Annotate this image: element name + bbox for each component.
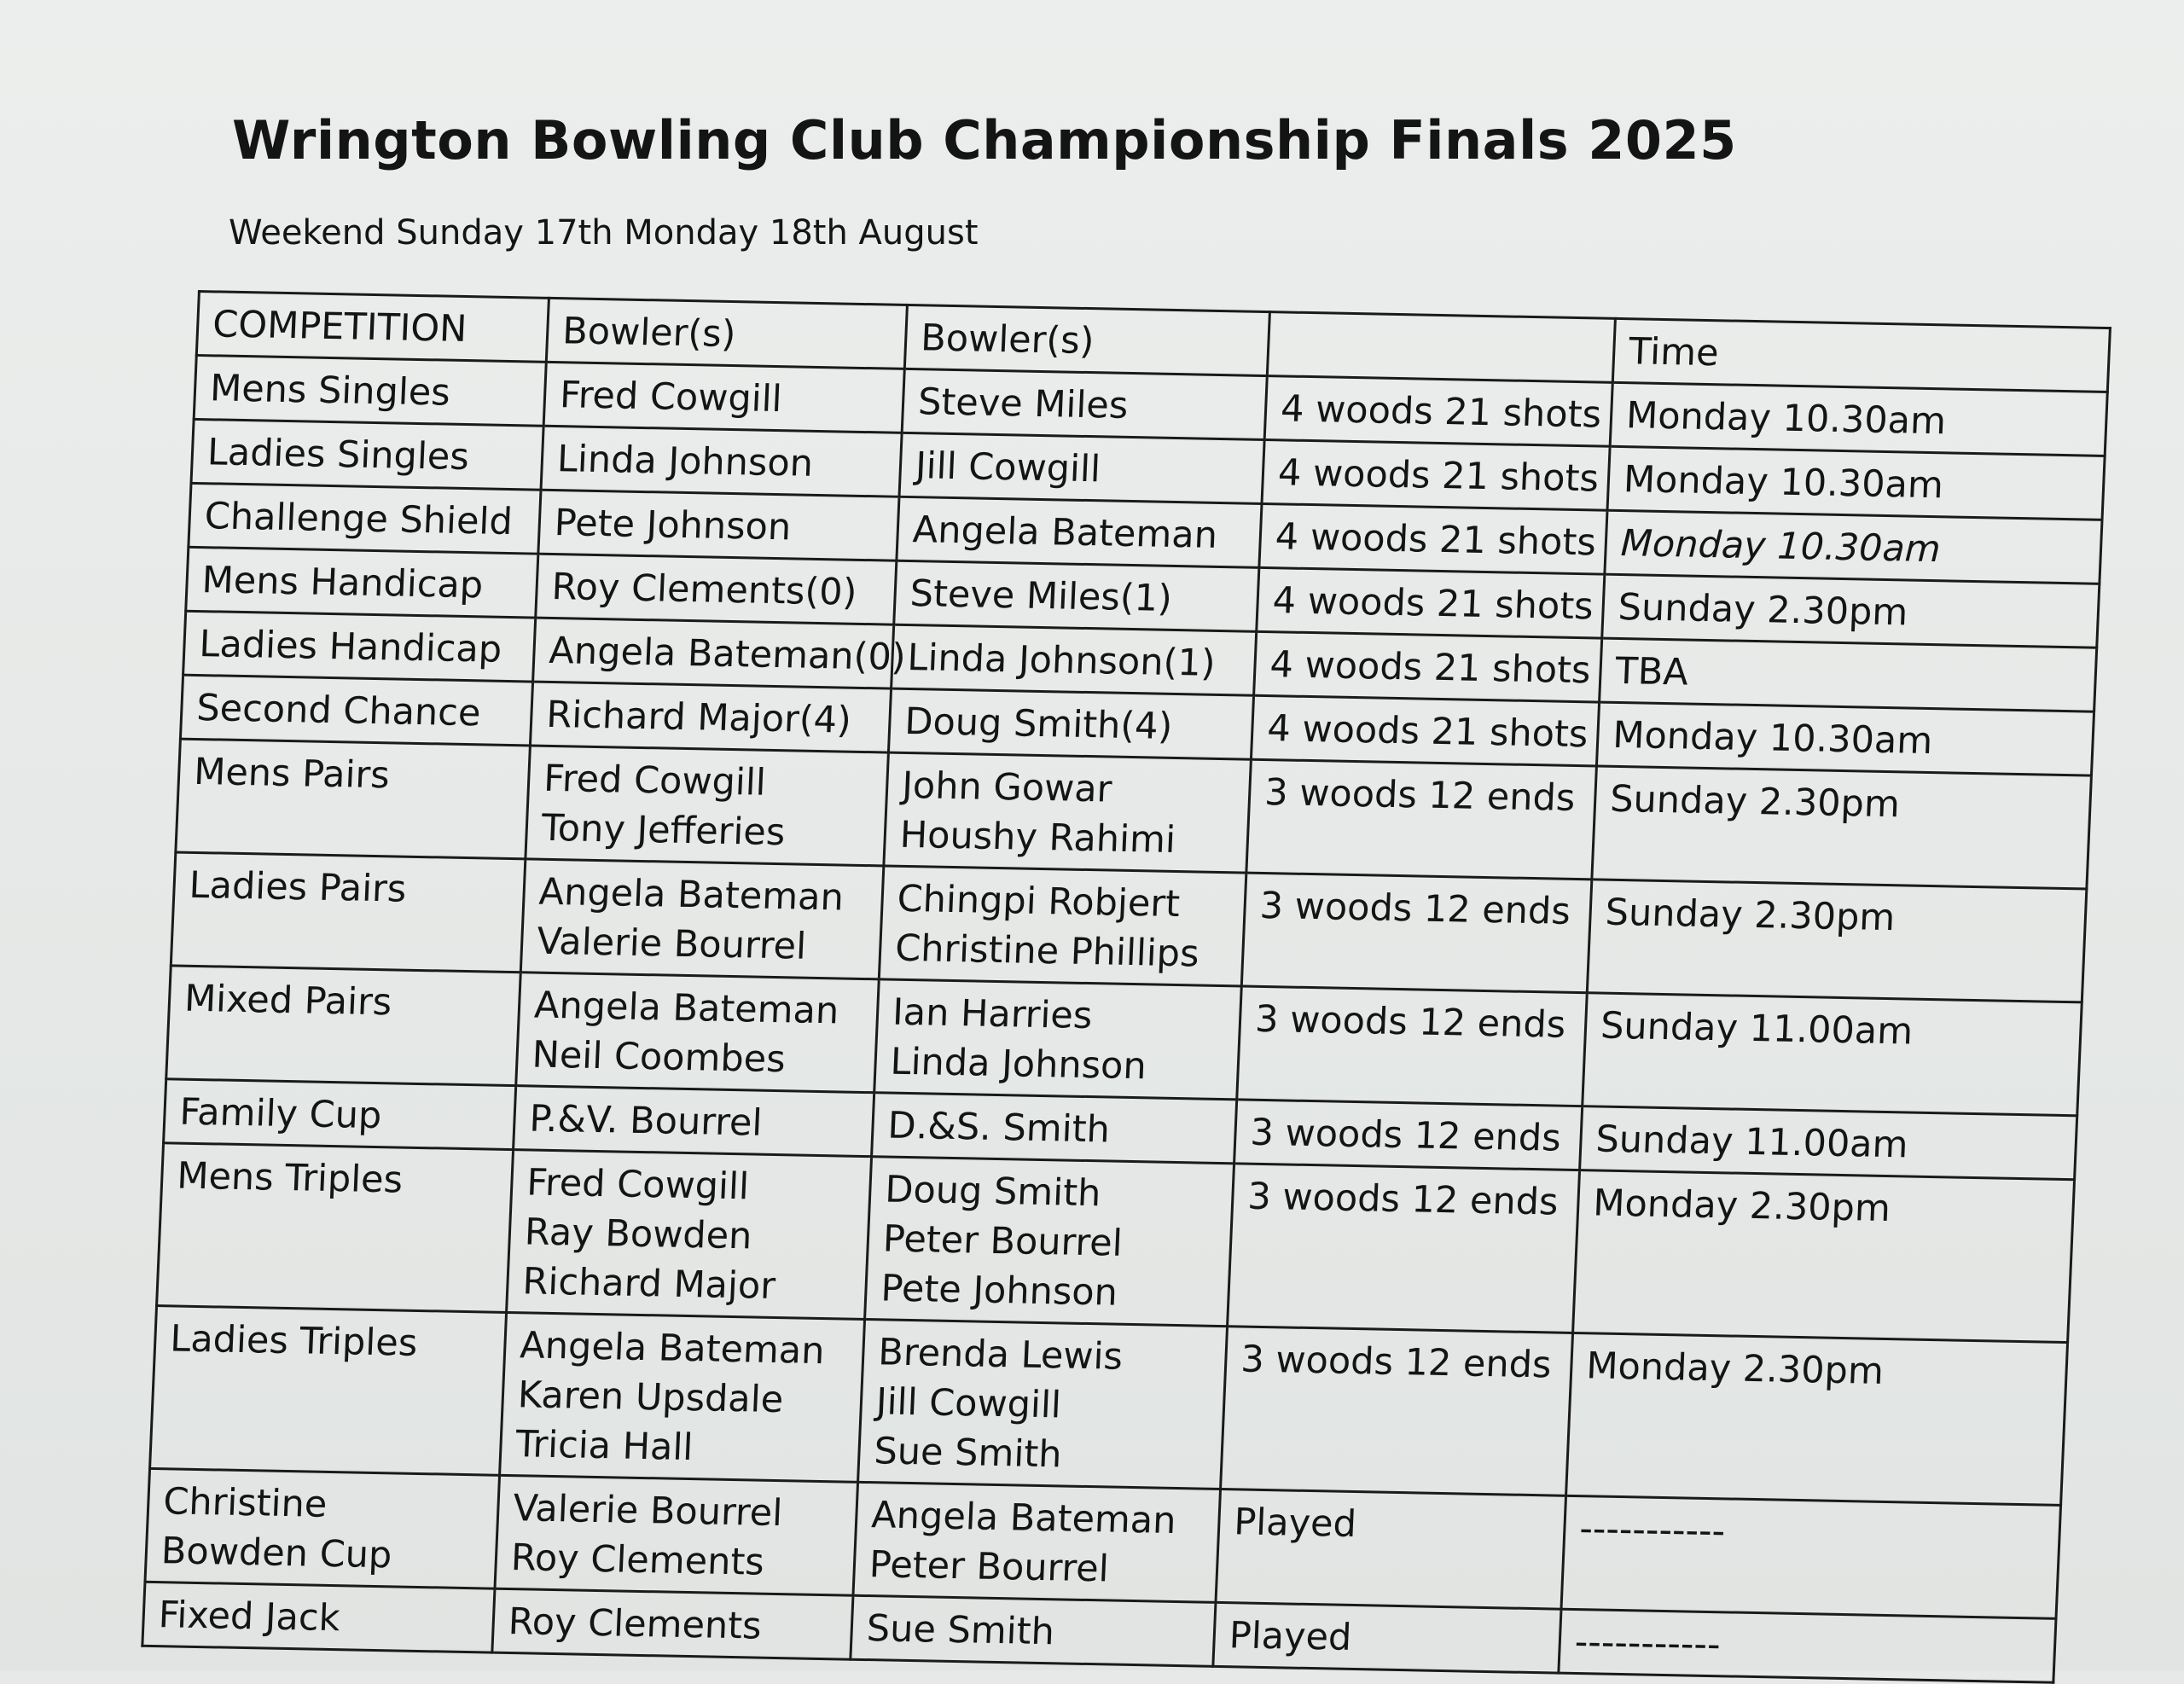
bowlers-b-cell bbox=[884, 752, 1252, 873]
time-cell: TBA bbox=[1600, 638, 2097, 711]
competition-name: Christine Bowden Cup bbox=[160, 1480, 393, 1577]
bowler-name: Neil Coombes bbox=[531, 1033, 787, 1082]
bowlers-b-cell bbox=[899, 433, 1264, 503]
format-cell: 4 woods 21 shots bbox=[1259, 503, 1607, 574]
bowlers-b-cell bbox=[865, 1157, 1234, 1327]
bowler-name: Chingpi Robjert bbox=[896, 877, 1181, 926]
bowler-name: Jill Cowgill bbox=[914, 444, 1101, 491]
bowlers-a-cell bbox=[526, 746, 889, 866]
bowlers-a-cell bbox=[520, 859, 884, 979]
bowlers-b-cell bbox=[874, 979, 1242, 1100]
format-cell: 3 woods 12 ends bbox=[1221, 1327, 1573, 1496]
bowler-name: Roy Clements(0) bbox=[550, 565, 858, 614]
bowler-name: Tony Jefferies bbox=[540, 806, 787, 855]
bowlers-b-cell bbox=[851, 1595, 1216, 1666]
competition-cell: Mens Pairs bbox=[176, 739, 531, 859]
bowler-name: Doug Smith bbox=[884, 1168, 1102, 1216]
document-title: Wrington Bowling Club Championship Finals 2025 bbox=[232, 109, 1737, 171]
bowler-name: Tricia Hall bbox=[514, 1423, 694, 1470]
bowler-name: Peter Bourrel bbox=[881, 1217, 1124, 1265]
bowler-name: Angela Bateman bbox=[537, 870, 845, 920]
format-cell: 4 woods 21 shots bbox=[1262, 440, 1610, 511]
bowler-name: Steve Miles(1) bbox=[909, 572, 1173, 620]
bowlers-a-cell bbox=[543, 362, 904, 433]
bowler-name: Sue Smith bbox=[865, 1607, 1055, 1654]
time-cell: Monday 10.30am bbox=[1607, 446, 2105, 520]
bowler-name: Fred Cowgill bbox=[559, 374, 783, 421]
format-cell: 3 woods 12 ends bbox=[1246, 759, 1597, 880]
bowler-name: Valerie Bourrel bbox=[536, 920, 808, 968]
bowler-name: Sue Smith bbox=[873, 1430, 1063, 1477]
format-cell: 3 woods 12 ends bbox=[1241, 873, 1592, 993]
format-cell: 3 woods 12 ends bbox=[1237, 986, 1588, 1106]
bowler-name: Christine Phillips bbox=[894, 926, 1200, 976]
bowlers-a-cell bbox=[541, 426, 902, 496]
competition-cell: Mens Triples bbox=[157, 1143, 514, 1313]
time-cell: Sunday 11.00am bbox=[1583, 993, 2082, 1116]
competition-cell: Mens Singles bbox=[194, 355, 546, 426]
bowler-name: Roy Clements bbox=[507, 1600, 763, 1648]
bowlers-b-cell bbox=[853, 1482, 1221, 1602]
bowler-name: John Gowar bbox=[901, 764, 1113, 811]
competition-cell: Challenge Shield bbox=[189, 483, 541, 554]
bowler-name: Angela Bateman bbox=[911, 508, 1218, 557]
bowlers-b-cell bbox=[902, 369, 1267, 439]
bowler-name: Valerie Bourrel bbox=[512, 1487, 784, 1536]
bowler-name: Brenda Lewis bbox=[877, 1331, 1124, 1379]
format-cell: 4 woods 21 shots bbox=[1257, 567, 1605, 638]
bowler-name: Richard Major bbox=[521, 1260, 776, 1308]
bowler-name: Steve Miles bbox=[917, 380, 1130, 427]
bowler-name: Houshy Rahimi bbox=[898, 813, 1176, 862]
bowler-name: Angela Bateman bbox=[533, 984, 840, 1033]
time-cell: Monday 2.30pm bbox=[1573, 1170, 2075, 1343]
bowlers-b-cell bbox=[894, 560, 1259, 631]
document-subtitle: Weekend Sunday 17th Monday 18th August bbox=[229, 213, 979, 253]
bowler-name: Jill Cowgill bbox=[874, 1380, 1062, 1427]
bowler-name: Angela Bateman(0) bbox=[548, 629, 907, 679]
time-cell: ----------- bbox=[1559, 1609, 2056, 1682]
finals-table bbox=[141, 290, 2111, 1684]
bowlers-a-cell bbox=[536, 554, 897, 624]
bowlers-a-cell bbox=[516, 973, 880, 1093]
header-format bbox=[1267, 312, 1615, 383]
bowlers-b-cell bbox=[858, 1320, 1228, 1489]
time-cell: Monday 10.30am bbox=[1596, 702, 2094, 775]
competition-cell: Second Chance bbox=[180, 675, 532, 746]
bowlers-b-cell bbox=[872, 1093, 1237, 1164]
competition-cell: Ladies Triples bbox=[150, 1306, 507, 1476]
time-cell: Sunday 2.30pm bbox=[1592, 766, 2092, 889]
time-cell: Sunday 11.00am bbox=[1580, 1106, 2077, 1180]
bowler-name: Pete Johnson bbox=[553, 502, 793, 549]
header-bowlers-a: Bowler(s) bbox=[546, 298, 907, 369]
bowlers-a-cell bbox=[514, 1086, 874, 1157]
header-bowlers-b: Bowler(s) bbox=[904, 305, 1269, 375]
bowlers-b-cell bbox=[897, 496, 1262, 567]
bowler-name: Ian Harries bbox=[892, 990, 1094, 1038]
competition-cell: Ladies Handicap bbox=[183, 611, 536, 682]
bowler-name: Roy Clements bbox=[509, 1536, 765, 1584]
bowlers-a-cell bbox=[538, 490, 899, 560]
bowler-name: Karen Upsdale bbox=[516, 1373, 785, 1422]
time-cell: Monday 2.30pm bbox=[1566, 1333, 2068, 1505]
competition-cell bbox=[145, 1468, 500, 1588]
bowler-name: Fred Cowgill bbox=[543, 757, 767, 804]
format-cell: 3 woods 12 ends bbox=[1228, 1164, 1580, 1333]
bowler-name: Linda Johnson(1) bbox=[906, 636, 1217, 685]
competition-cell: Ladies Pairs bbox=[171, 852, 526, 973]
bowler-name: Richard Major(4) bbox=[545, 693, 852, 742]
competition-cell: Ladies Singles bbox=[191, 419, 543, 490]
format-cell: Played bbox=[1213, 1602, 1561, 1673]
bowler-name: Peter Bourrel bbox=[868, 1543, 1110, 1591]
bowlers-b-cell bbox=[892, 624, 1257, 695]
competition-cell: Mixed Pairs bbox=[166, 966, 521, 1086]
competition-cell: Family Cup bbox=[164, 1079, 516, 1150]
time-cell: Monday 10.30am bbox=[1610, 382, 2107, 456]
bowler-name: P.&V. Bourrel bbox=[528, 1097, 764, 1145]
bowlers-a-cell bbox=[492, 1588, 853, 1659]
bowler-name: Angela Bateman bbox=[870, 1494, 1177, 1542]
time-cell: ----------- bbox=[1561, 1495, 2061, 1618]
bowler-name: Linda Johnson bbox=[889, 1040, 1147, 1089]
format-cell: 4 woods 21 shots bbox=[1264, 376, 1612, 447]
header-competition: COMPETITION bbox=[196, 292, 549, 363]
bowler-name: D.&S. Smith bbox=[886, 1104, 1111, 1152]
bowlers-a-cell bbox=[533, 618, 907, 688]
bowlers-b-cell bbox=[888, 688, 1253, 759]
format-cell: 4 woods 21 shots bbox=[1254, 631, 1602, 702]
bowler-name: Angela Bateman bbox=[519, 1324, 826, 1373]
bowler-name: Fred Cowgill bbox=[526, 1161, 750, 1209]
competition-cell: Mens Handicap bbox=[186, 547, 538, 618]
time-cell: Sunday 2.30pm bbox=[1587, 880, 2087, 1002]
bowler-name: Ray Bowden bbox=[523, 1211, 753, 1258]
bowlers-a-cell bbox=[500, 1312, 865, 1482]
time-cell: Sunday 2.30pm bbox=[1602, 574, 2100, 647]
time-cell: Monday 10.30am bbox=[1605, 510, 2102, 584]
format-cell: 3 woods 12 ends bbox=[1234, 1100, 1583, 1170]
header-time: Time bbox=[1612, 318, 2110, 392]
competition-cell: Fixed Jack bbox=[142, 1582, 495, 1652]
format-cell: 4 woods 21 shots bbox=[1251, 695, 1599, 766]
bowlers-a-cell bbox=[495, 1475, 858, 1595]
bowlers-b-cell bbox=[879, 866, 1246, 986]
bowlers-a-cell bbox=[507, 1150, 872, 1320]
bowler-name: Pete Johnson bbox=[880, 1267, 1118, 1315]
bowler-name: Doug Smith(4) bbox=[903, 700, 1174, 748]
bowlers-a-cell bbox=[530, 682, 891, 752]
format-cell: Played bbox=[1216, 1489, 1566, 1610]
bowler-name: Linda Johnson bbox=[555, 438, 815, 485]
